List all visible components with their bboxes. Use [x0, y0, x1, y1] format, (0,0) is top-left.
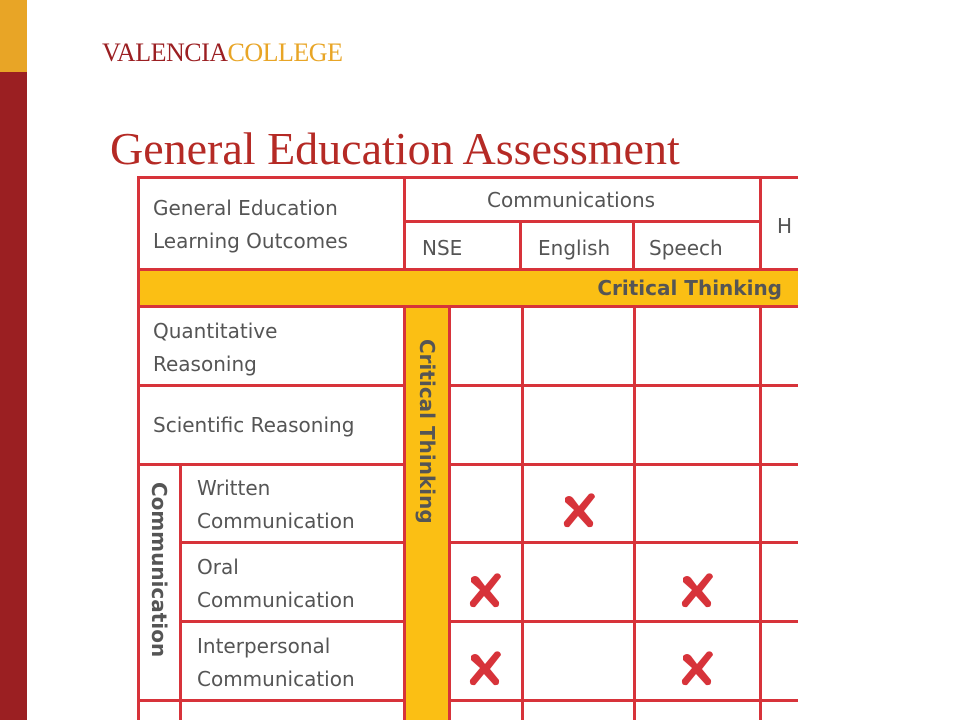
- grid-line-row4: [179, 620, 405, 623]
- outcomes-label-line2: Learning Outcomes: [153, 229, 348, 253]
- grid-line-body-col1: [448, 305, 451, 720]
- row-label-oral-line1: Oral: [197, 555, 239, 579]
- grid-line-row5-body: [449, 699, 798, 702]
- critical-thinking-vertical-label: Critical Thinking: [415, 339, 439, 524]
- left-accent-bar: [0, 0, 27, 720]
- grid-line-header-col: [403, 176, 406, 271]
- row-label-scientific: Scientific Reasoning: [153, 413, 355, 437]
- grid-line-col-english: [632, 220, 635, 271]
- communication-group-label: Communication: [147, 482, 171, 658]
- grid-line-row1: [137, 384, 405, 387]
- assessment-table: [137, 176, 798, 720]
- grid-line-label-col: [403, 305, 406, 720]
- grid-line-comm-sub: [405, 220, 761, 223]
- grid-line-band-bottom: [137, 305, 798, 308]
- grid-line-left: [137, 176, 140, 720]
- column-header-english: English: [538, 236, 611, 260]
- page-title: General Education Assessment: [110, 123, 680, 174]
- college-logo: [102, 38, 342, 68]
- grid-line-row2-body: [449, 463, 798, 466]
- grid-line-top: [137, 176, 798, 179]
- grid-line-body-col2: [521, 305, 524, 720]
- logo-part-valencia: VALENCIA: [102, 38, 228, 67]
- row-label-oral-line2: Communication: [197, 588, 355, 612]
- row-label-quantitative-line1: Quantitative: [153, 319, 278, 343]
- row-label-quantitative-line2: Reasoning: [153, 352, 257, 376]
- x-mark-interpersonal-nse: [463, 646, 507, 690]
- grid-line-row5: [137, 699, 405, 702]
- row-label-interpersonal-line1: Interpersonal: [197, 634, 331, 658]
- grid-line-col-speech: [759, 176, 762, 271]
- grid-line-row1-body: [449, 384, 798, 387]
- critical-thinking-horizontal-label: Critical Thinking: [597, 276, 782, 300]
- grid-line-comm-col: [179, 463, 182, 720]
- row-label-written-line2: Communication: [197, 509, 355, 533]
- critical-thinking-horizontal-band: [137, 271, 798, 305]
- column-header-nse: NSE: [422, 236, 463, 260]
- grid-line-row4-body: [449, 620, 798, 623]
- x-mark-oral-nse: [463, 568, 507, 612]
- row-label-interpersonal-line2: Communication: [197, 667, 355, 691]
- grid-line-row3: [179, 541, 405, 544]
- grid-line-body-col4: [759, 305, 762, 720]
- x-mark-written-english: [557, 488, 601, 532]
- column-header-speech: Speech: [649, 236, 723, 260]
- x-mark-oral-speech: [675, 568, 719, 612]
- x-mark-interpersonal-speech: [675, 646, 719, 690]
- grid-line-row3-body: [449, 541, 798, 544]
- grid-line-col-nse: [519, 220, 522, 271]
- grid-line-body-col3: [633, 305, 636, 720]
- grid-line-band-top: [137, 268, 798, 271]
- grid-line-row2: [137, 463, 405, 466]
- outcomes-label-line1: General Education: [153, 196, 338, 220]
- logo-part-college: COLLEGE: [227, 38, 343, 67]
- row-label-written-line1: Written: [197, 476, 271, 500]
- left-accent-bar-gold: [0, 0, 27, 72]
- critical-thinking-vertical-band: [405, 305, 449, 720]
- communications-group-header: Communications: [487, 188, 656, 212]
- column-header-cut: H: [777, 214, 793, 238]
